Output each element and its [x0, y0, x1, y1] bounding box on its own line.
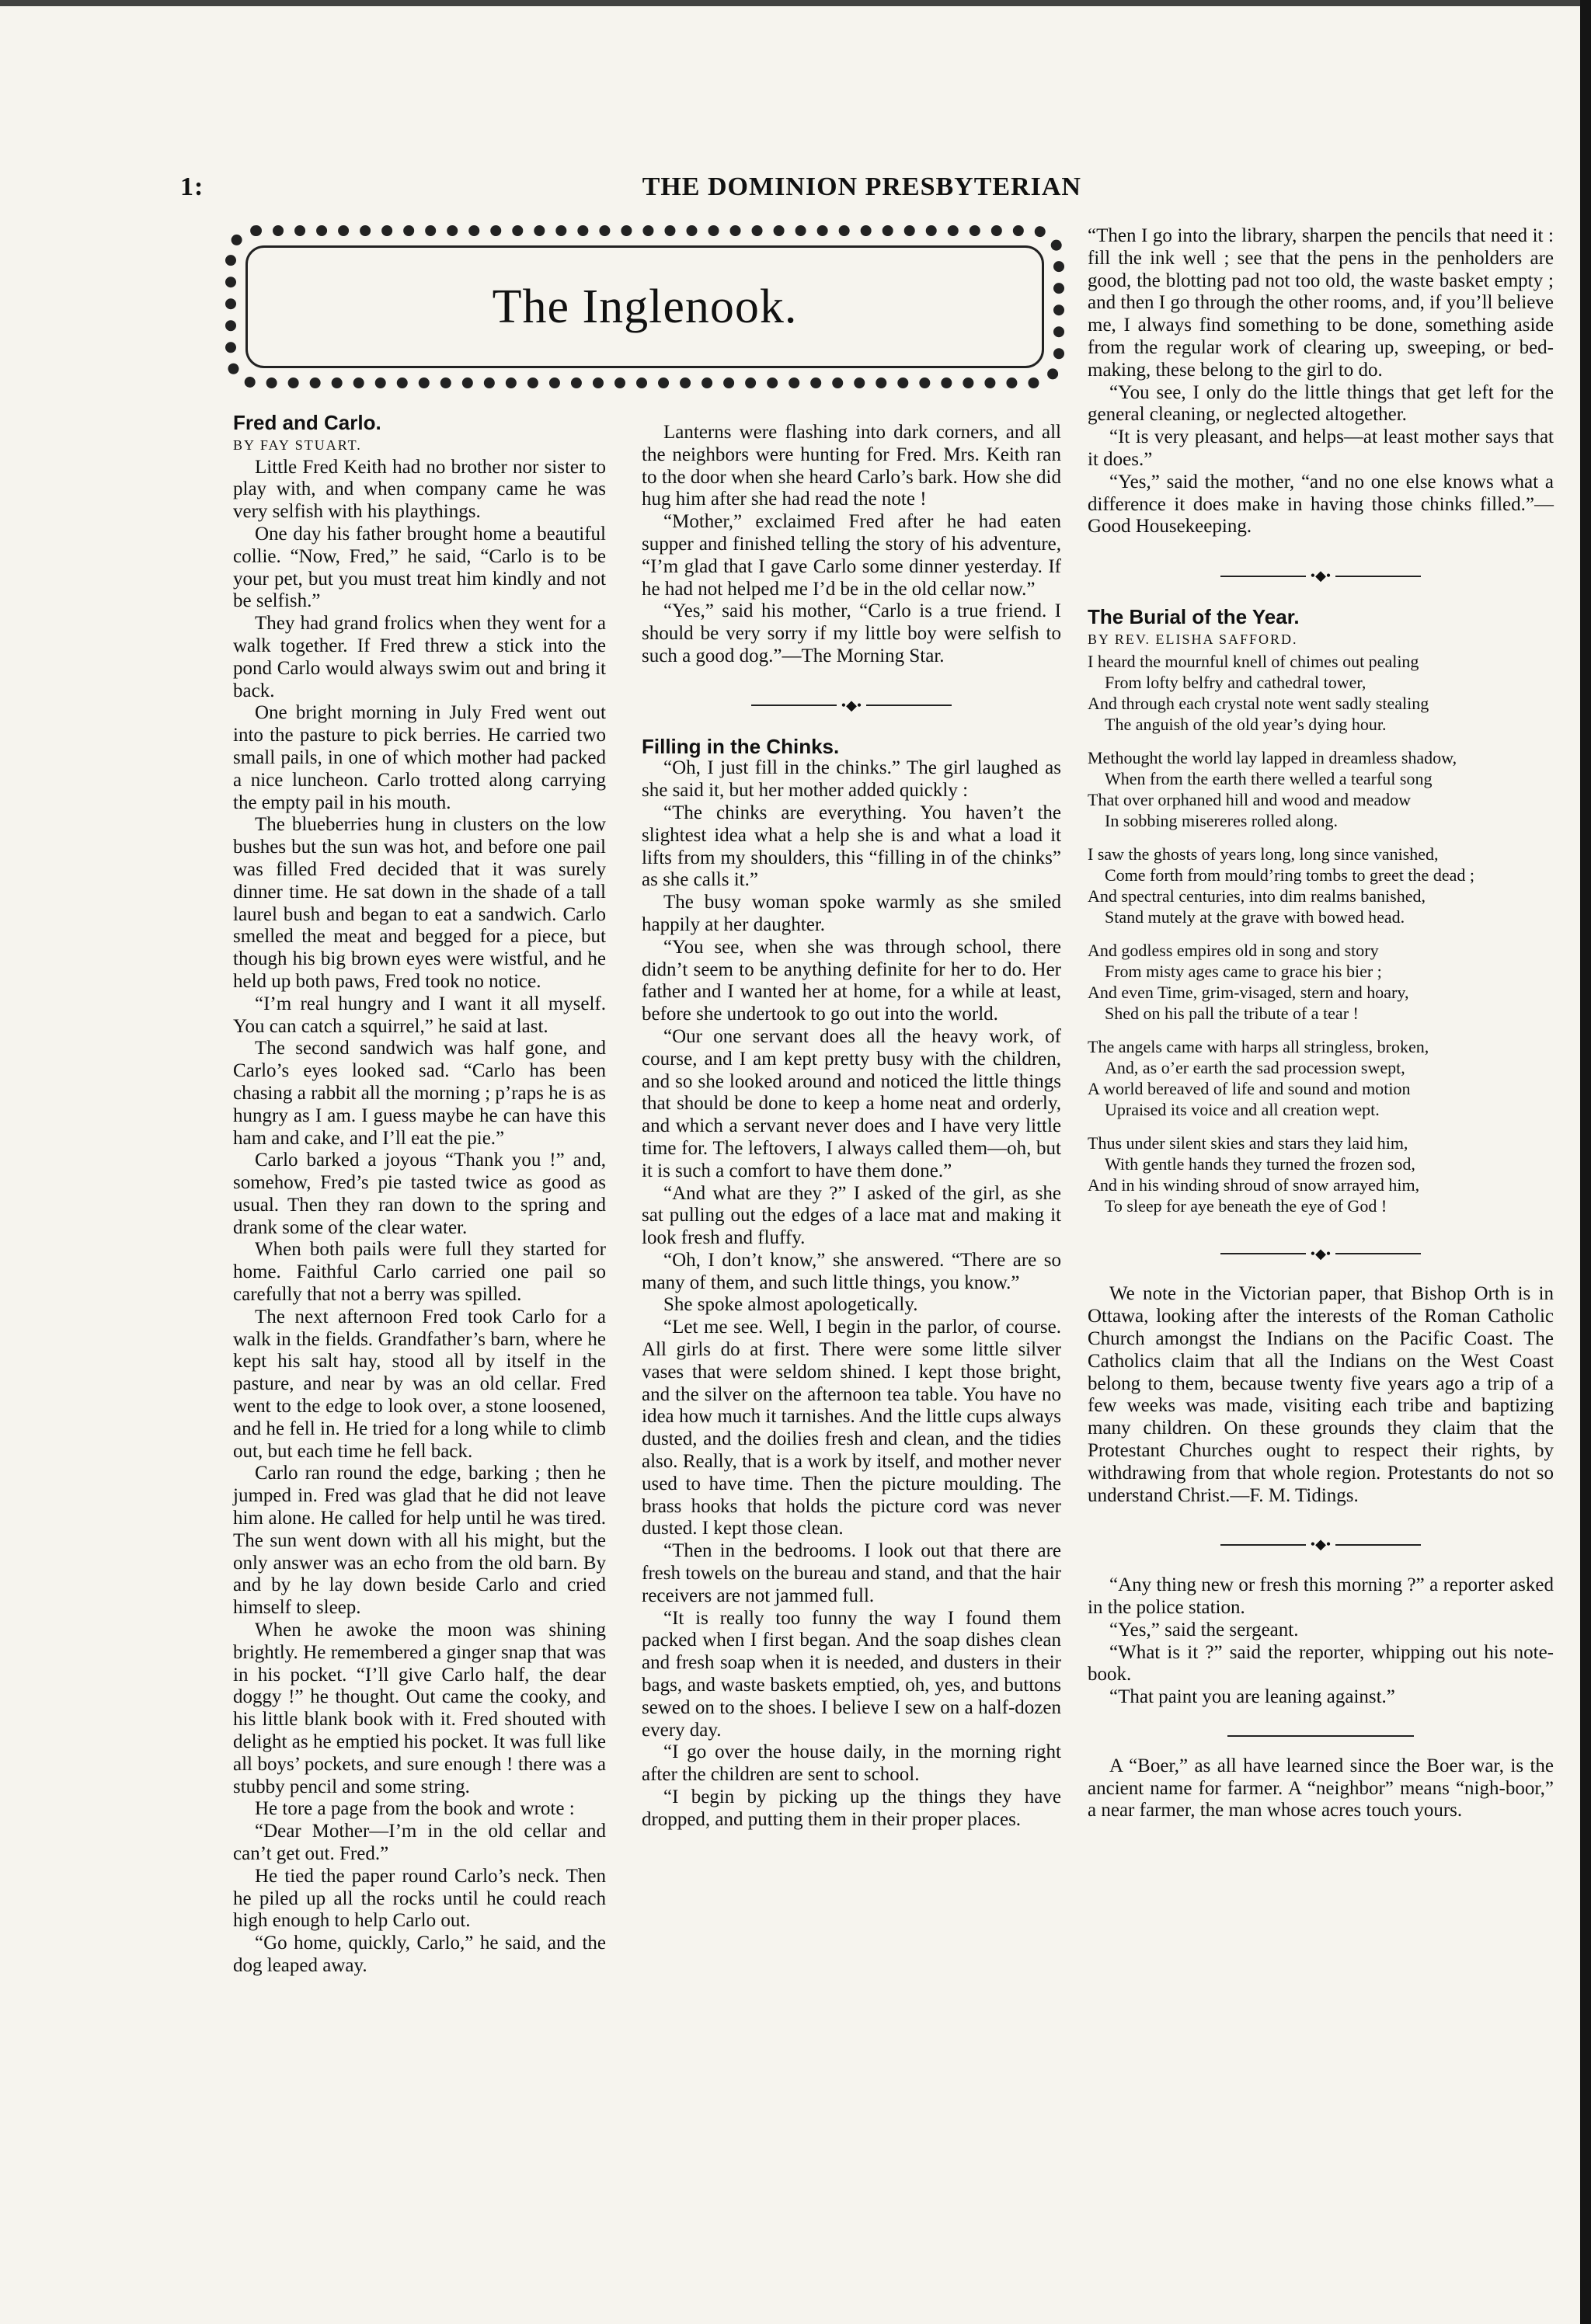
divider-ornament: •◆• — [841, 697, 862, 713]
paragraph: “You see, I only do the little things that get left for the general cleaning, or neglected altogether. — [1088, 381, 1554, 426]
paragraph: “Let me see. Well, I begin in the parlor, of course. All girls do at first. There were some little silver vases that were seldom shined. I kept those bright, and the silver on the afternoon tea table. You have no idea how much it tarnishes. And the little cups always dusted, and the doilies fresh and clean, and the tidies also. Really, that is a work by itself, and mother never used to have time. Then the picture moulding. The brass hooks that holds the picture cord was never dusted. I kept those clean. — [642, 1317, 1061, 1539]
paragraph: The busy woman spoke warmly as she smiled happily at her daughter. — [642, 892, 1061, 935]
paragraph: The blueberries hung in clusters on the low bushes but the sun was hot, and before one pail was filled Fred decided that it was surely dinner time. He sat down in the shade of a tall laurel bush and began to eat a sandwich. Carlo smelled the meat and begged for a piece, but though his big brown eyes were wistful, and he held up both paws, Fred took no notice. — [233, 814, 606, 992]
poem-line: When from the earth there welled a tearful song — [1105, 768, 1433, 788]
poem-stanza — [1088, 651, 1554, 735]
column-3 — [1088, 225, 1554, 1822]
poem-line: And godless empires old in song and story — [1088, 940, 1379, 960]
paragraph: Carlo barked a joyous “Thank you !” and, somehow, Fred’s pie tasted twice as good as usual. Then they ran down to the spring and drank some of the clear water. — [233, 1150, 606, 1238]
poem-line: Methought the world lay lapped in dreamless shadow, — [1088, 747, 1457, 767]
poem-line: That over orphaned hill and wood and meadow — [1088, 789, 1412, 809]
poem-stanza — [1088, 940, 1554, 1024]
paragraph: Carlo ran round the edge, barking ; then he jumped in. Fred was glad that he did not leave him alone. He called for help until he was tired. The sun went down with all his might, but the only answer was an echo from the old barn. By and by he lay down beside Carlo and cried himself to sleep. — [233, 1463, 606, 1619]
poem-stanza — [1088, 1132, 1554, 1216]
poem-line: I heard the mournful knell of chimes out pealing — [1088, 651, 1419, 671]
divider-ornament: •◆• — [1310, 568, 1332, 584]
paragraph: They had grand frolics when they went for a walk together. If Fred threw a stick into the pond Carlo would always swim out and bring it back. — [233, 613, 606, 701]
poem-stanza — [1088, 1036, 1554, 1120]
page-header — [180, 172, 1081, 204]
paragraph: “Mother,” exclaimed Fred after he had eaten supper and finished telling the story of his adventure, “I’m glad that I gave Carlo some dinner yesterday. If he had not helped me I’d be in the old cellar now.” — [642, 511, 1061, 600]
paragraph: “Oh, I just fill in the chinks.” The girl laughed as she said it, but her mother added quickly : — [642, 757, 1061, 802]
paragraph: Lanterns were flashing into dark corners, and all the neighbors were hunting for Fred. Mrs. Keith ran to the door when she heard Carlo’s bark. How she did hug him after she had read the note ! — [642, 422, 1061, 510]
poem-line: Shed on his pall the tribute of a tear ! — [1105, 1003, 1359, 1023]
poem-line: From lofty belfry and cathedral tower, — [1105, 672, 1366, 692]
section-divider — [1088, 565, 1554, 587]
poem-line: The anguish of the old year’s dying hour. — [1105, 714, 1387, 734]
paragraph: Little Fred Keith had no brother nor sister to play with, and when company came he was very selfish with his playthings. — [233, 456, 606, 523]
section-title: The Inglenook. — [492, 280, 798, 333]
article-title-burial-of-the-year: The Burial of the Year. — [1088, 604, 1300, 628]
poem-line: Thus under silent skies and stars they laid him, — [1088, 1132, 1408, 1153]
top-rule — [0, 0, 1591, 6]
paragraph: “It is really too funny the way I found them packed when I first began. And the soap dishes clean and fresh soap when it is needed, and dusters in their bags, and waste baskets emptied, oh, yes, and buttons sewed on to the shoes. I believe I sew on a half-dozen every day. — [642, 1607, 1061, 1741]
divider-ornament: •◆• — [1310, 1536, 1332, 1553]
paragraph: “Yes,” said the mother, “and no one else knows what a difference it does make in having those chinks filled.”—Good Housekeeping. — [1088, 471, 1554, 538]
article-title-filling-in-the-chinks: Filling in the Chinks. — [642, 734, 840, 758]
poem-line: A world bereaved of life and sound and motion — [1088, 1078, 1411, 1098]
section-banner — [225, 225, 1064, 388]
poem-line: And in his winding shroud of snow arrayed him, — [1088, 1174, 1420, 1195]
article-title-fred-and-carlo: Fred and Carlo. — [233, 411, 381, 434]
banner-inner-border — [245, 245, 1044, 368]
paragraph: “And what are they ?” I asked of the girl, as she sat pulling out the edges of a lace mat and making it look fresh and fluffy. — [642, 1182, 1061, 1249]
paragraph: “Oh, I don’t know,” she answered. “There are so many of them, and such little things, you know.” — [642, 1249, 1061, 1293]
section-divider — [1088, 1533, 1554, 1556]
section-divider — [642, 694, 1061, 717]
poem-line: I saw the ghosts of years long, long since vanished, — [1088, 844, 1439, 864]
poem-line: And even Time, grim-visaged, stern and hoary, — [1088, 982, 1409, 1002]
paragraph: When he awoke the moon was shining brightly. He remembered a ginger snap that was in his pocket. “I’ll give Carlo half, the dear doggy !” he thought. Out came the cooky, and his little blank book with it. Fred shouted with delight as he emptied his pocket. It was full like all boys’ pockets, and sure enough ! there was a stubby pencil and some string. — [233, 1619, 606, 1797]
paragraph: One bright morning in July Fred went out into the pasture to pick berries. He carried two small pails, in one of which mother had packed a nice luncheon. Carlo trotted along carrying the empty pail in his mouth. — [233, 702, 606, 813]
paragraph: “I begin by picking up the things they have dropped, and putting them in their proper places. — [642, 1786, 1061, 1830]
paragraph: When both pails were full they started for home. Faithful Carlo carried one pail so carefully that not a berry was spilled. — [233, 1239, 606, 1306]
divider-ornament: •◆• — [1310, 1245, 1332, 1261]
anecdote-line: “Any thing new or fresh this morning ?” a reporter asked in the police station. — [1088, 1574, 1554, 1618]
paragraph-victorian-note: We note in the Victorian paper, that Bishop Orth is in Ottawa, looking after the interests of the Roman Catholic Church amongst the Indians on the Pacific Coast. The Catholics claim that all the Indians on the West Coast belong to them, because twenty five years ago a trip of a few weeks was made, visiting each tribe and baptizing many children. On these grounds they claim that the Protestant Churches ought to respect their rights, by withdrawing from that whole region. Protestants do not so understand Christ.—F. M. Tidings. — [1088, 1283, 1554, 1506]
paragraph: “Then I go into the library, sharpen the pencils that need it : fill the ink well ; see that the pens in the penholders are good, the blotting pad not too old, the waste basket empty ; and then I go through the other rooms, and, if you’ll believe me, I always find something to be done, something aside from the regular work of clearing up, sweeping, or bed-making, these belong to the girl to do. — [1088, 225, 1554, 381]
paragraph: “Go home, quickly, Carlo,” he said, and the dog leaped away. — [233, 1933, 606, 1976]
paragraph: “Then in the bedrooms. I look out that there are fresh towels on the bureau and stand, and that the hair receivers are not jammed full. — [642, 1540, 1061, 1606]
page-edge — [1580, 0, 1591, 2324]
poem-line: Come forth from mould’ring tombs to greet the dead ; — [1105, 865, 1474, 885]
poem-line: And spectral centuries, into dim realms banished, — [1088, 885, 1426, 906]
byline-fay-stuart: BY FAY STUART. — [233, 437, 362, 453]
column-2 — [642, 422, 1061, 1832]
poem-line: And through each crystal note went sadly stealing — [1088, 693, 1429, 713]
paragraph: “Dear Mother—I’m in the old cellar and can’t get out. Fred.” — [233, 1821, 606, 1864]
poem-stanza — [1088, 844, 1554, 927]
paragraph: The next afternoon Fred took Carlo for a walk in the fields. Grandfather’s barn, where he kept his salt hay, stood all by itself in the pasture, and near by was an old cellar. Fred went to the edge to look over, a stone loosened, and he fell in. He tried for a long while to climb out, but each time he fell back. — [233, 1306, 606, 1462]
anecdote-line: “What is it ?” said the reporter, whipping out his note-book. — [1088, 1641, 1554, 1686]
paragraph: “I go over the house daily, in the morning right after the children are sent to school. — [642, 1741, 1061, 1786]
poem-line: With gentle hands they turned the frozen sod, — [1105, 1153, 1415, 1174]
section-divider — [1088, 1735, 1554, 1737]
page-number: 1: — [180, 172, 204, 201]
paragraph: “Yes,” said his mother, “Carlo is a true friend. I should be very sorry if my little boy were selfish to such a good dog.”—The Morning Star. — [642, 600, 1061, 666]
poem-burial-of-the-year — [1088, 651, 1554, 1216]
poem-line: And, as o’er earth the sad procession swept, — [1105, 1057, 1405, 1077]
poem-line: To sleep for aye beneath the eye of God ! — [1105, 1195, 1387, 1216]
column-1 — [233, 412, 606, 1978]
paragraph: “Our one servant does all the heavy work, of course, and I am kept pretty busy with the children, and so she looked around and noticed the little things that should be done to keep a home neat and orderly, and which a servant never does and I have very little time for. The leftovers, I always called them—oh, but it is such a comfort to have them done.” — [642, 1025, 1061, 1181]
paragraph-boer-note: A “Boer,” as all have learned since the Boer war, is the ancient name for farmer. A “neighbor” means “nigh-boor,” a near farmer, the man whose acres touch yours. — [1088, 1755, 1554, 1821]
paragraph: “You see, when she was through school, there didn’t seem to be anything definite for her to do. Her father and I wanted her at home, for a while at least, before she undertook to go out into the world. — [642, 936, 1061, 1025]
paragraph: One day his father brought home a beautiful collie. “Now, Fred,” he said, “Carlo is to be your pet, but you must treat him kindly and not be selfish.” — [233, 523, 606, 612]
paragraph: She spoke almost apologetically. — [663, 1294, 918, 1316]
paragraph: The second sandwich was half gone, and Carlo’s eyes looked sad. “Carlo has been chasing a rabbit all the morning ; p’raps he is as hungry as I am. I guess maybe he can have this ham and cake, and I’ll eat the pie.” — [233, 1038, 606, 1149]
paragraph: “The chinks are everything. You haven’t the slightest idea what a help she is and what a load it lifts from my shoulders, this “filling in of the chinks” as she calls it.” — [642, 802, 1061, 891]
paragraph: He tore a page from the book and wrote : — [255, 1798, 575, 1820]
section-divider — [1088, 1243, 1554, 1265]
poem-line: In sobbing misereres rolled along. — [1105, 810, 1338, 830]
poem-line: The angels came with harps all stringless, broken, — [1088, 1036, 1429, 1056]
poem-line: Stand mutely at the grave with bowed head. — [1105, 906, 1405, 927]
poem-line: Upraised its voice and all creation wept. — [1105, 1099, 1380, 1119]
poem-line: From misty ages came to grace his bier ; — [1105, 961, 1382, 981]
paragraph: He tied the paper round Carlo’s neck. Then he piled up all the rocks until he could reach high enough to help Carlo out. — [233, 1865, 606, 1932]
paragraph: “I’m real hungry and I want it all myself. You can catch a squirrel,” he said at last. — [233, 993, 606, 1037]
running-title: THE DOMINION PRESBYTERIAN — [642, 172, 1081, 201]
anecdote-line: “Yes,” said the sergeant. — [1109, 1619, 1299, 1640]
paragraph: “It is very pleasant, and helps—at least mother says that it does.” — [1088, 426, 1554, 470]
poem-stanza — [1088, 747, 1554, 831]
byline-elisha-safford: BY REV. ELISHA SAFFORD. — [1088, 631, 1298, 647]
anecdote-line: “That paint you are leaning against.” — [1109, 1686, 1395, 1708]
